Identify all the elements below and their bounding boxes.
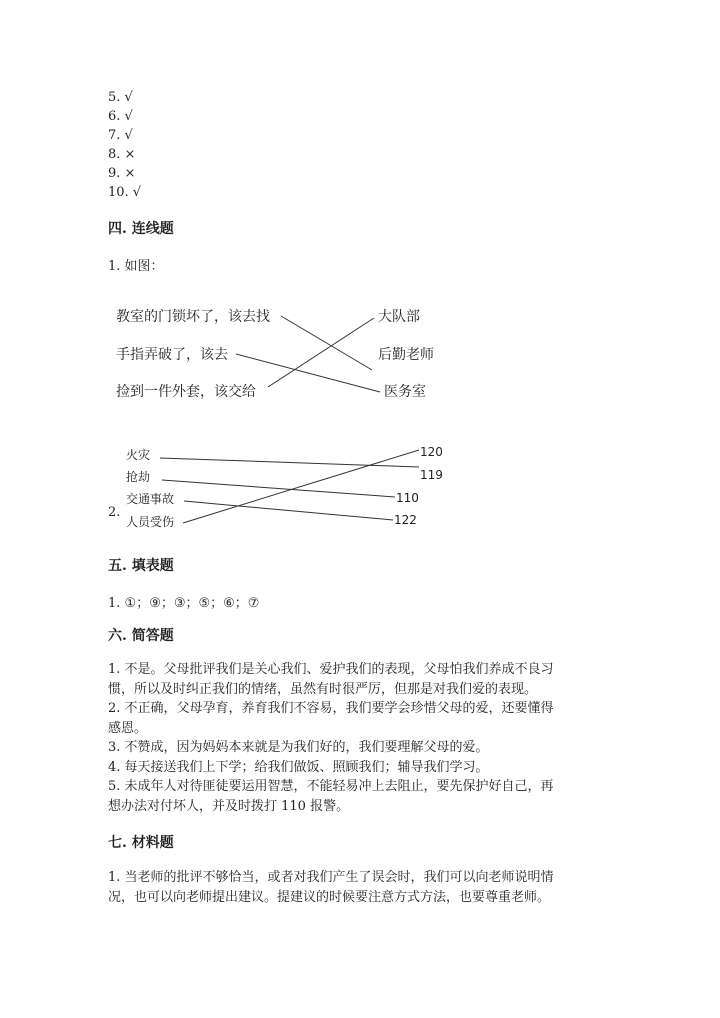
match1-line-1 xyxy=(281,316,372,370)
section-7-title: 七. 材料题 xyxy=(108,835,174,851)
s6-line: 想办法对付坏人，并及时拨打 110 报警。 xyxy=(108,798,350,814)
answer-6: 6. √ xyxy=(108,109,133,124)
match1-right-1: 大队部 xyxy=(378,309,420,325)
answer-10: 10. √ xyxy=(108,185,142,200)
s6-line: 感恩。 xyxy=(108,720,148,736)
match1-line-2 xyxy=(236,354,380,392)
s7-line: 况，也可以向老师提出建议。提建议的时候要注意方式方法，也要尊重老师。 xyxy=(108,889,551,905)
s6-line: 1. 不是。父母批评我们是关心我们、爱护我们的表现，父母怕我们养成不良习 xyxy=(108,662,554,677)
q1-label: 1. 如图： xyxy=(108,259,164,274)
match1-left-1: 教室的门锁坏了，该去找 xyxy=(116,309,270,325)
answer-9: 9. × xyxy=(108,166,136,181)
s7-line: 1. 当老师的批评不够恰当，或者对我们产生了误会时，我们可以向老师说明情 xyxy=(108,870,554,885)
match2-left-2: 抢劫 xyxy=(126,470,151,484)
answer-8: 8. × xyxy=(108,147,136,162)
section-6-body xyxy=(108,660,608,816)
match2-right-3: 110 xyxy=(396,491,419,505)
match1-left-2: 手指弄破了，该去 xyxy=(116,347,228,363)
s6-line: 惯，所以及时纠正我们的情绪，虽然有时很严厉，但那是对我们爱的表现。 xyxy=(108,681,538,697)
match1-left-3: 捡到一件外套，该交给 xyxy=(116,384,256,400)
answer-5: 5. √ xyxy=(108,90,133,105)
section-7-body xyxy=(108,868,608,907)
match2-line-2 xyxy=(162,480,395,497)
answer-7: 7. √ xyxy=(108,128,133,143)
section-6-title: 六. 简答题 xyxy=(108,628,174,644)
match2-right-1: 120 xyxy=(420,445,443,459)
match2-right-2: 119 xyxy=(420,468,443,482)
match2-left-1: 火灾 xyxy=(126,448,151,462)
section-5-title: 五. 填表题 xyxy=(108,558,174,574)
match2-left-4: 人员受伤 xyxy=(126,515,175,529)
match2-right-4: 122 xyxy=(394,513,417,527)
section-4-title: 四. 连线题 xyxy=(108,221,174,237)
section-5-answer: 1. ①；⑨；③；⑤；⑥；⑦ xyxy=(108,596,260,611)
q2-label: 2. xyxy=(108,505,121,520)
match1-right-2: 后勤老师 xyxy=(378,347,434,363)
match2-left-3: 交通事故 xyxy=(126,492,175,506)
match2-line-3 xyxy=(184,501,393,520)
s6-line: 3. 不赞成，因为妈妈本来就是为我们好的，我们要理解父母的爱。 xyxy=(108,740,489,755)
s6-line: 2. 不正确，父母孕育，养育我们不容易，我们要学会珍惜父母的爱，还要懂得 xyxy=(108,701,554,716)
s6-line: 5. 未成年人对待匪徒要运用智慧，不能轻易冲上去阻止，要先保护好自己，再 xyxy=(108,779,554,794)
s6-line: 4. 每天接送我们上下学；给我们做饭、照顾我们；辅导我们学习。 xyxy=(108,759,489,775)
match1-right-3: 医务室 xyxy=(384,384,426,400)
